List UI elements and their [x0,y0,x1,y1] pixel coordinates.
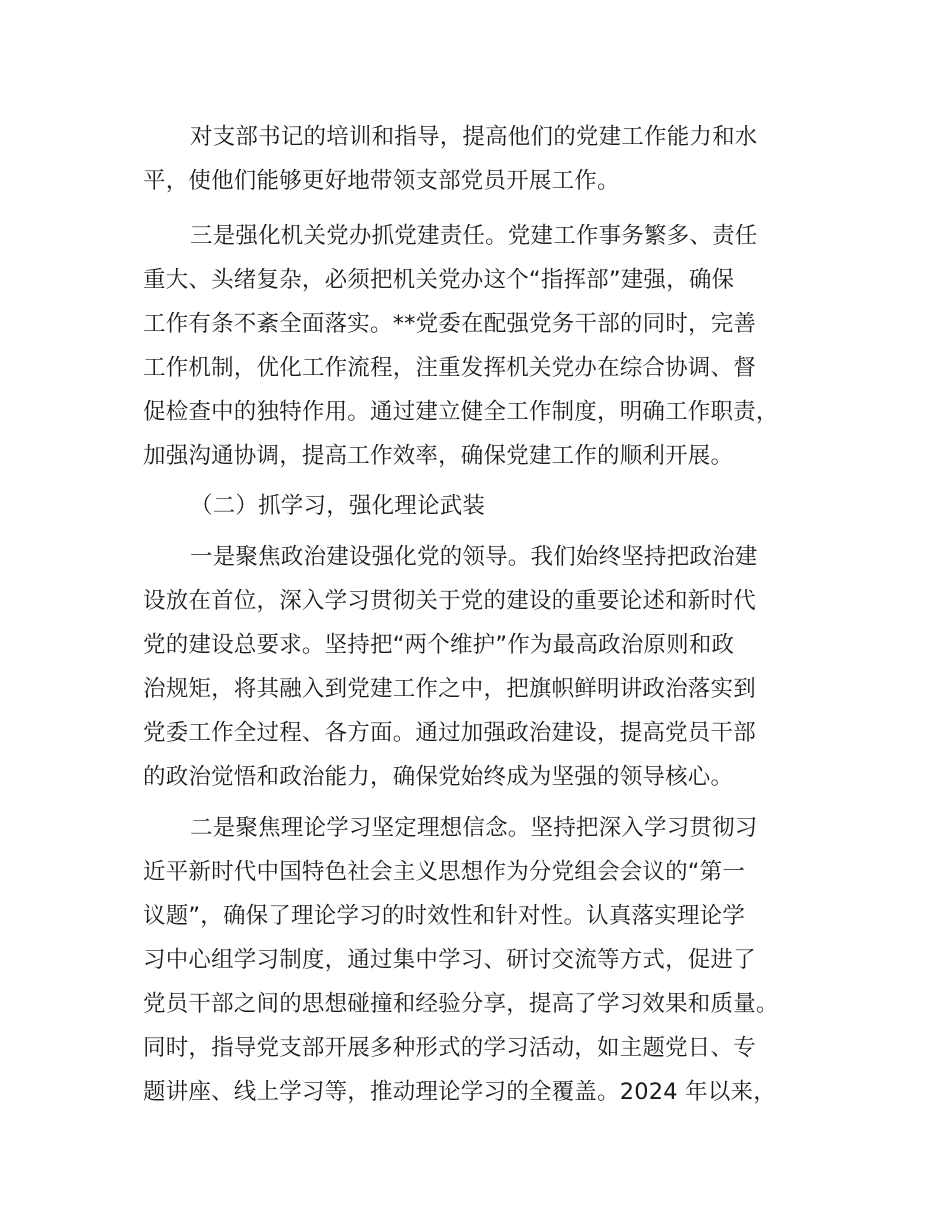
section-heading: （二）抓学习，强化理论武装 [190,493,486,519]
paragraph-line: 党委工作全过程、各方面。通过加强政治建设，提高党员干部 [143,720,756,746]
paragraph-line: 工作机制，优化工作流程，注重发挥机关党办在综合协调、督 [143,355,756,381]
paragraph-line: 平，使他们能够更好地带领支部党员开展工作。 [143,168,620,194]
paragraph-line: 一是聚焦政治建设强化党的领导。我们始终坚持把政治建 [190,544,758,570]
paragraph-line: 习中心组学习制度，通过集中学习、研讨交流等方式，促进了 [143,947,756,973]
paragraph-line: 工作有条不紊全面落实。**党委在配强党务干部的同时，完善 [143,311,757,337]
paragraph-line: 加强沟通协调，提高工作效率，确保党建工作的顺利开展。 [143,443,734,469]
paragraph-line: 同时，指导党支部开展多种形式的学习活动，如主题党日、专 [143,1035,756,1061]
paragraph-line: 党的建设总要求。坚持把“两个维护”作为最高政治原则和政 [143,632,735,658]
paragraph-line: 二是聚焦理论学习坚定理想信念。坚持把深入学习贯彻习 [190,815,758,841]
paragraph-line: 治规矩，将其融入到党建工作之中，把旗帜鲜明讲政治落实到 [143,676,756,702]
paragraph-line: 议题”，确保了理论学习的时效性和针对性。认真落实理论学 [143,903,746,929]
paragraph-line: 设放在首位，深入学习贯彻关于党的建设的重要论述和新时代 [143,588,756,614]
paragraph-line: 近平新时代中国特色社会主义思想作为分党组会会议的“第一 [143,859,746,885]
paragraph-line: 三是强化机关党办抓党建责任。党建工作事务繁多、责任 [190,223,758,249]
paragraph-line: 对支部书记的培训和指导，提高他们的党建工作能力和水 [190,124,758,150]
paragraph-line: 促检查中的独特作用。通过建立健全工作制度，明确工作职责， [143,399,779,425]
paragraph-line: 党员干部之间的思想碰撞和经验分享，提高了学习效果和质量。 [143,991,779,1017]
paragraph-line: 重大、头绪复杂，必须把机关党办这个“指挥部”建强，确保 [143,267,735,293]
paragraph-line: 题讲座、线上学习等，推动理论学习的全覆盖。2024 年以来， [143,1079,776,1105]
paragraph-line: 的政治觉悟和政治能力，确保党始终成为坚强的领导核心。 [143,764,734,790]
